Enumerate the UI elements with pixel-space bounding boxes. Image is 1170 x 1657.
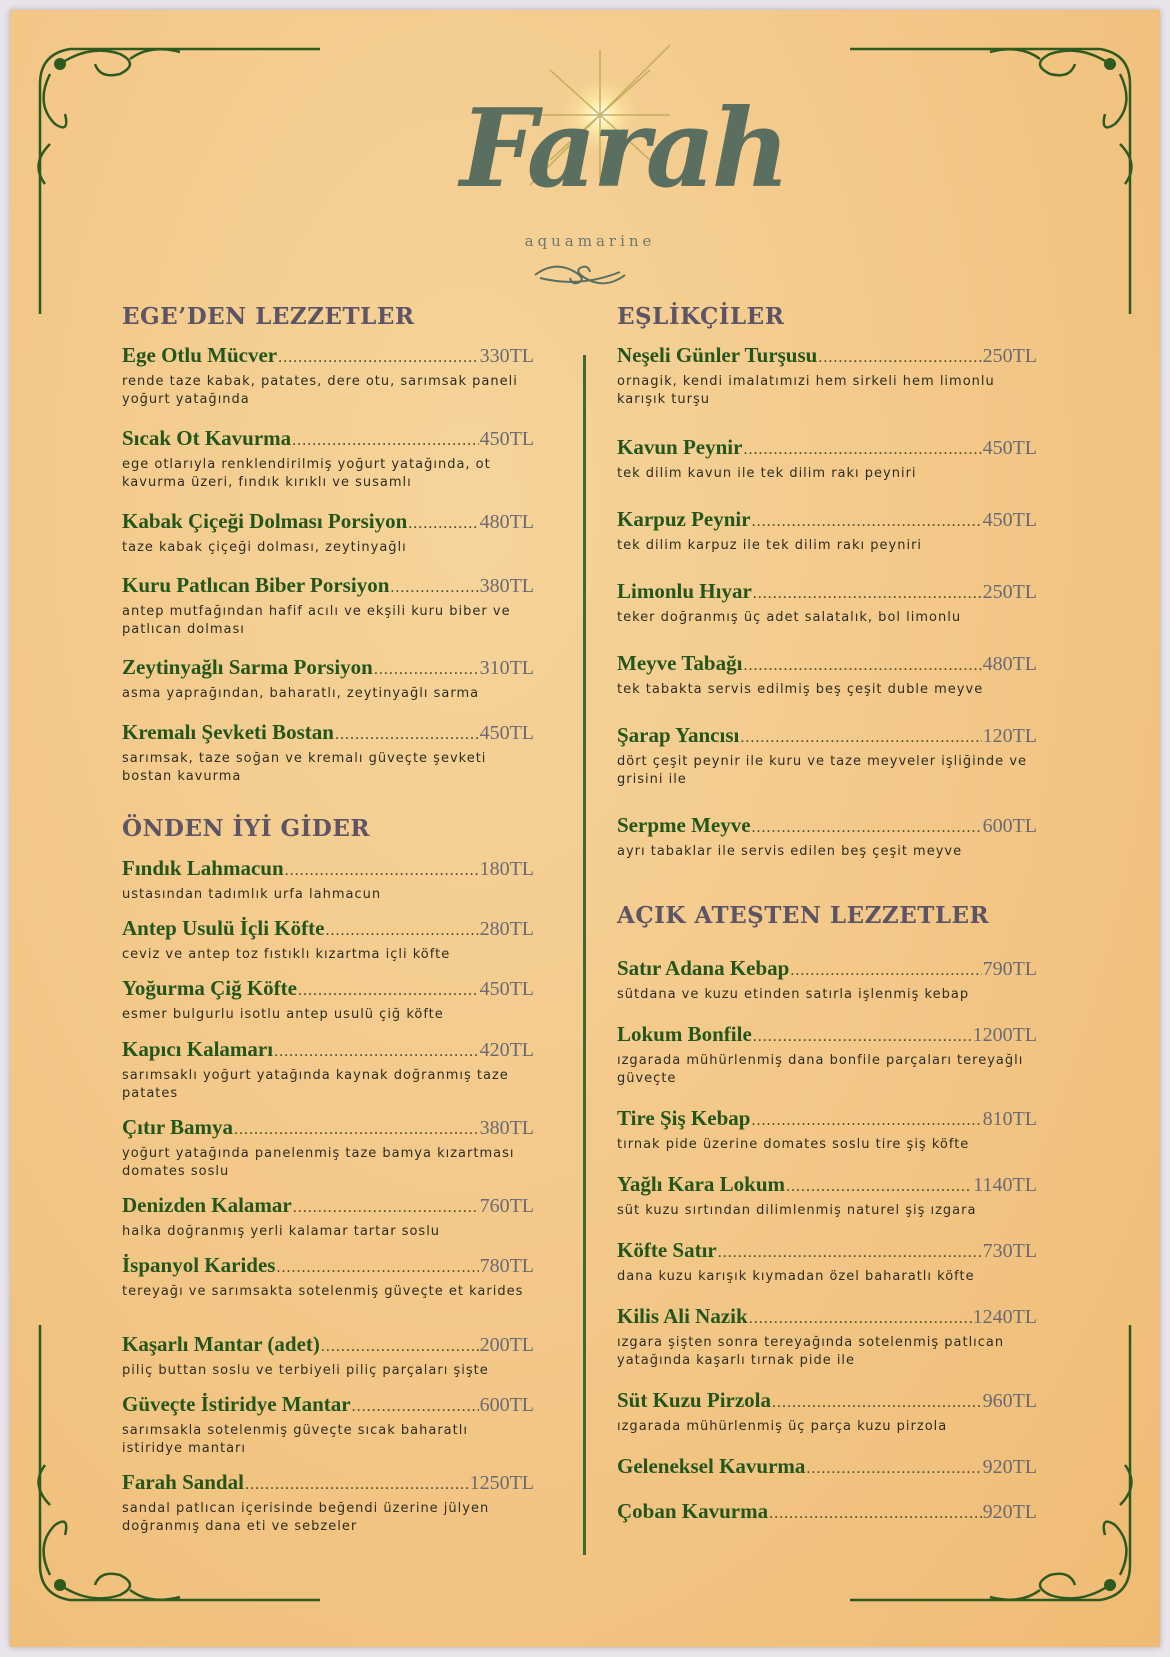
item-desc: ornagik, kendi imalatımızi hem sirkeli hem limonlu karışık turşu xyxy=(617,374,995,407)
section-title-ege: EGE’DEN LEZZETLER xyxy=(122,303,415,330)
item-name: Lokum Bonfile xyxy=(617,1022,752,1046)
item-desc: ceviz ve antep toz fıstıklı kızartma içli köfte xyxy=(122,947,451,962)
item-price: 330TL xyxy=(479,345,534,367)
menu-item xyxy=(122,1253,534,1301)
item-price: 810TL xyxy=(982,1108,1037,1130)
item-price: 450TL xyxy=(479,978,534,1000)
section-title-onden: ÖNDEN İYİ GİDER xyxy=(122,815,371,842)
item-name: Çoban Kavurma xyxy=(617,1499,769,1523)
item-price: 200TL xyxy=(479,1334,534,1356)
menu-item xyxy=(122,856,534,904)
item-name: Neşeli Günler Turşusu xyxy=(617,343,818,367)
item-desc: yoğurt yatağında panelenmiş taze bamya kızartması domates soslu xyxy=(122,1146,515,1179)
item-desc: ızgarada mühürlenmiş üç parça kuzu pirzola xyxy=(617,1419,948,1434)
item-name: Yağlı Kara Lokum xyxy=(617,1172,786,1196)
column-divider xyxy=(583,355,586,1555)
item-price: 480TL xyxy=(479,511,534,533)
menu-page xyxy=(10,10,1160,1647)
menu-item xyxy=(617,1499,1037,1526)
menu-item xyxy=(617,813,1037,861)
item-price: 790TL xyxy=(982,958,1037,980)
item-price: 600TL xyxy=(479,1394,534,1416)
item-name: Ege Otlu Mücver xyxy=(122,343,278,367)
brand-name: Farah xyxy=(460,86,787,212)
item-price: 780TL xyxy=(479,1255,534,1277)
item-name: Serpme Meyve xyxy=(617,813,751,837)
menu-item xyxy=(122,1392,534,1458)
menu-item xyxy=(617,956,1037,1004)
menu-item xyxy=(122,1193,534,1241)
item-price: 730TL xyxy=(982,1240,1037,1262)
item-price: 310TL xyxy=(479,657,534,679)
item-price: 960TL xyxy=(982,1390,1037,1412)
item-price: 250TL xyxy=(982,581,1037,603)
menu-item xyxy=(122,1115,534,1181)
item-desc: ege otlarıyla renklendirilmiş yoğurt yatağında, ot kavurma üzeri, fındık kırıklı ve susamlı xyxy=(122,457,491,490)
section-title-acik-atesten: AÇIK ATEŞTEN LEZZETLER xyxy=(617,902,990,929)
item-name: Kremalı Şevketi Bostan xyxy=(122,720,334,744)
item-price: 920TL xyxy=(982,1456,1037,1478)
item-price: 450TL xyxy=(479,722,534,744)
item-price: 450TL xyxy=(479,428,534,450)
item-desc: piliç buttan soslu ve terbiyeli piliç parçaları şişte xyxy=(122,1363,489,1378)
item-name: Kavun Peynir xyxy=(617,435,743,459)
item-price: 1240TL xyxy=(972,1306,1037,1328)
item-desc: sarımsakla sotelenmiş güveçte sıcak baharatlı istiridye mantarı xyxy=(122,1423,468,1456)
menu-item xyxy=(617,1454,1037,1481)
item-desc: ızgara şişten sonra tereyağında sotelenmiş patlıcan yatağında kaşarlı tırnak pide ile xyxy=(617,1335,1005,1368)
item-price: 120TL xyxy=(982,725,1037,747)
item-price: 450TL xyxy=(982,509,1037,531)
item-price: 1250TL xyxy=(469,1472,534,1494)
menu-item xyxy=(122,573,534,639)
menu-item xyxy=(617,343,1037,409)
menu-item xyxy=(122,509,534,557)
item-name: Tire Şiş Kebap xyxy=(617,1106,751,1130)
item-name: Şarap Yancısı xyxy=(617,723,740,747)
item-desc: tek dilim karpuz ile tek dilim rakı peyniri xyxy=(617,538,923,553)
item-desc: halka doğranmış yerli kalamar tartar soslu xyxy=(122,1224,441,1239)
item-desc: sarımsaklı yoğurt yatağında kaynak doğranmış taze patates xyxy=(122,1068,509,1101)
item-desc: tereyağı ve sarımsakta sotelenmiş güveçte et karides xyxy=(122,1284,524,1299)
menu-item xyxy=(122,426,534,492)
item-name: Antep Usulü İçli Köfte xyxy=(122,916,325,940)
item-name: Zeytinyağlı Sarma Porsiyon xyxy=(122,655,373,679)
item-desc: asma yaprağından, baharatlı, zeytinyağlı sarma xyxy=(122,686,480,701)
item-price: 600TL xyxy=(982,815,1037,837)
menu-item xyxy=(617,1022,1037,1088)
corner-ornament-top-left xyxy=(20,24,340,324)
item-desc: esmer bulgurlu isotlu antep usulü çiğ köfte xyxy=(122,1007,444,1022)
item-price: 1140TL xyxy=(973,1174,1037,1196)
item-desc: tek dilim kavun ile tek dilim rakı peyniri xyxy=(617,466,917,481)
item-desc: rende taze kabak, patates, dere otu, sarımsak paneli yoğurt yatağında xyxy=(122,374,518,407)
menu-item xyxy=(122,655,534,703)
item-name: Denizden Kalamar xyxy=(122,1193,292,1217)
menu-item xyxy=(617,723,1037,789)
item-desc: ayrı tabaklar ile servis edilen beş çeşit meyve xyxy=(617,844,963,859)
menu-item xyxy=(122,1037,534,1103)
item-price: 180TL xyxy=(479,858,534,880)
menu-item xyxy=(617,1238,1037,1286)
item-name: Karpuz Peynir xyxy=(617,507,751,531)
item-desc: dört çeşit peynir ile kuru ve taze meyveler işliğinde ve grisini ile xyxy=(617,754,1028,787)
item-name: Kaşarlı Mantar (adet) xyxy=(122,1332,320,1356)
menu-item xyxy=(122,720,534,786)
item-desc: süt kuzu sırtından dilimlenmiş naturel şiş ızgara xyxy=(617,1203,977,1218)
menu-item xyxy=(122,916,534,964)
item-desc: dana kuzu karışık kıymadan özel baharatlı köfte xyxy=(617,1269,975,1284)
item-price: 380TL xyxy=(479,575,534,597)
menu-item xyxy=(617,435,1037,483)
item-name: İspanyol Karides xyxy=(122,1253,276,1277)
corner-ornament-top-right xyxy=(830,24,1150,324)
item-name: Fındık Lahmacun xyxy=(122,856,284,880)
item-desc: ustasından tadımlık urfa lahmacun xyxy=(122,887,382,902)
item-name: Kuru Patlıcan Biber Porsiyon xyxy=(122,573,390,597)
item-desc: taze kabak çiçeği dolması, zeytinyağlı xyxy=(122,540,407,555)
menu-item xyxy=(617,1304,1037,1370)
menu-item xyxy=(122,1332,534,1380)
item-desc: antep mutfağından hafif acılı ve ekşili kuru biber ve patlıcan dolması xyxy=(122,604,511,637)
item-price: 920TL xyxy=(982,1501,1037,1523)
section-title-eslikciler: EŞLİKÇİLER xyxy=(617,303,785,330)
item-desc: tek tabakta servis edilmiş beş çeşit duble meyve xyxy=(617,682,984,697)
item-price: 480TL xyxy=(982,653,1037,675)
item-price: 1200TL xyxy=(972,1024,1037,1046)
item-desc: teker doğranmış üç adet salatalık, bol limonlu xyxy=(617,610,962,625)
item-name: Meyve Tabağı xyxy=(617,651,743,675)
item-price: 450TL xyxy=(982,437,1037,459)
item-price: 280TL xyxy=(479,918,534,940)
item-price: 380TL xyxy=(479,1117,534,1139)
flourish-icon xyxy=(530,260,630,290)
item-price: 760TL xyxy=(479,1195,534,1217)
item-name: Güveçte İstiridye Mantar xyxy=(122,1392,351,1416)
item-name: Yoğurma Çiğ Köfte xyxy=(122,976,297,1000)
menu-item xyxy=(122,976,534,1024)
item-price: 250TL xyxy=(982,345,1037,367)
item-name: Satır Adana Kebap xyxy=(617,956,790,980)
menu-item xyxy=(122,1470,534,1536)
menu-item xyxy=(122,343,534,409)
menu-item xyxy=(617,1106,1037,1154)
item-name: Çıtır Bamya xyxy=(122,1115,234,1139)
item-desc: tırnak pide üzerine domates soslu tire şiş köfte xyxy=(617,1137,970,1152)
logo xyxy=(430,40,787,300)
item-name: Limonlu Hıyar xyxy=(617,579,752,603)
menu-item xyxy=(617,1388,1037,1436)
item-name: Farah Sandal xyxy=(122,1470,244,1494)
item-desc: sandal patlıcan içerisinde beğendi üzerine jülyen doğranmış dana eti ve sebzeler xyxy=(122,1501,490,1534)
item-name: Kilis Ali Nazik xyxy=(617,1304,748,1328)
menu-item xyxy=(617,579,1037,627)
item-name: Süt Kuzu Pirzola xyxy=(617,1388,772,1412)
item-name: Köfte Satır xyxy=(617,1238,717,1262)
item-desc: sarımsak, taze soğan ve kremalı güveçte şevketi bostan kavurma xyxy=(122,751,487,784)
menu-item xyxy=(617,651,1037,699)
menu-item xyxy=(617,1172,1037,1220)
item-desc: sütdana ve kuzu etinden satırla işlenmiş kebap xyxy=(617,987,970,1002)
item-name: Geleneksel Kavurma xyxy=(617,1454,806,1478)
menu-item xyxy=(617,507,1037,555)
item-name: Kabak Çiçeği Dolması Porsiyon xyxy=(122,509,408,533)
item-name: Sıcak Ot Kavurma xyxy=(122,426,292,450)
brand-tagline: aquamarine xyxy=(524,232,656,250)
item-name: Kapıcı Kalamarı xyxy=(122,1037,274,1061)
item-price: 420TL xyxy=(479,1039,534,1061)
item-desc: ızgarada mühürlenmiş dana bonfile parçaları tereyağlı güveçte xyxy=(617,1053,1024,1086)
